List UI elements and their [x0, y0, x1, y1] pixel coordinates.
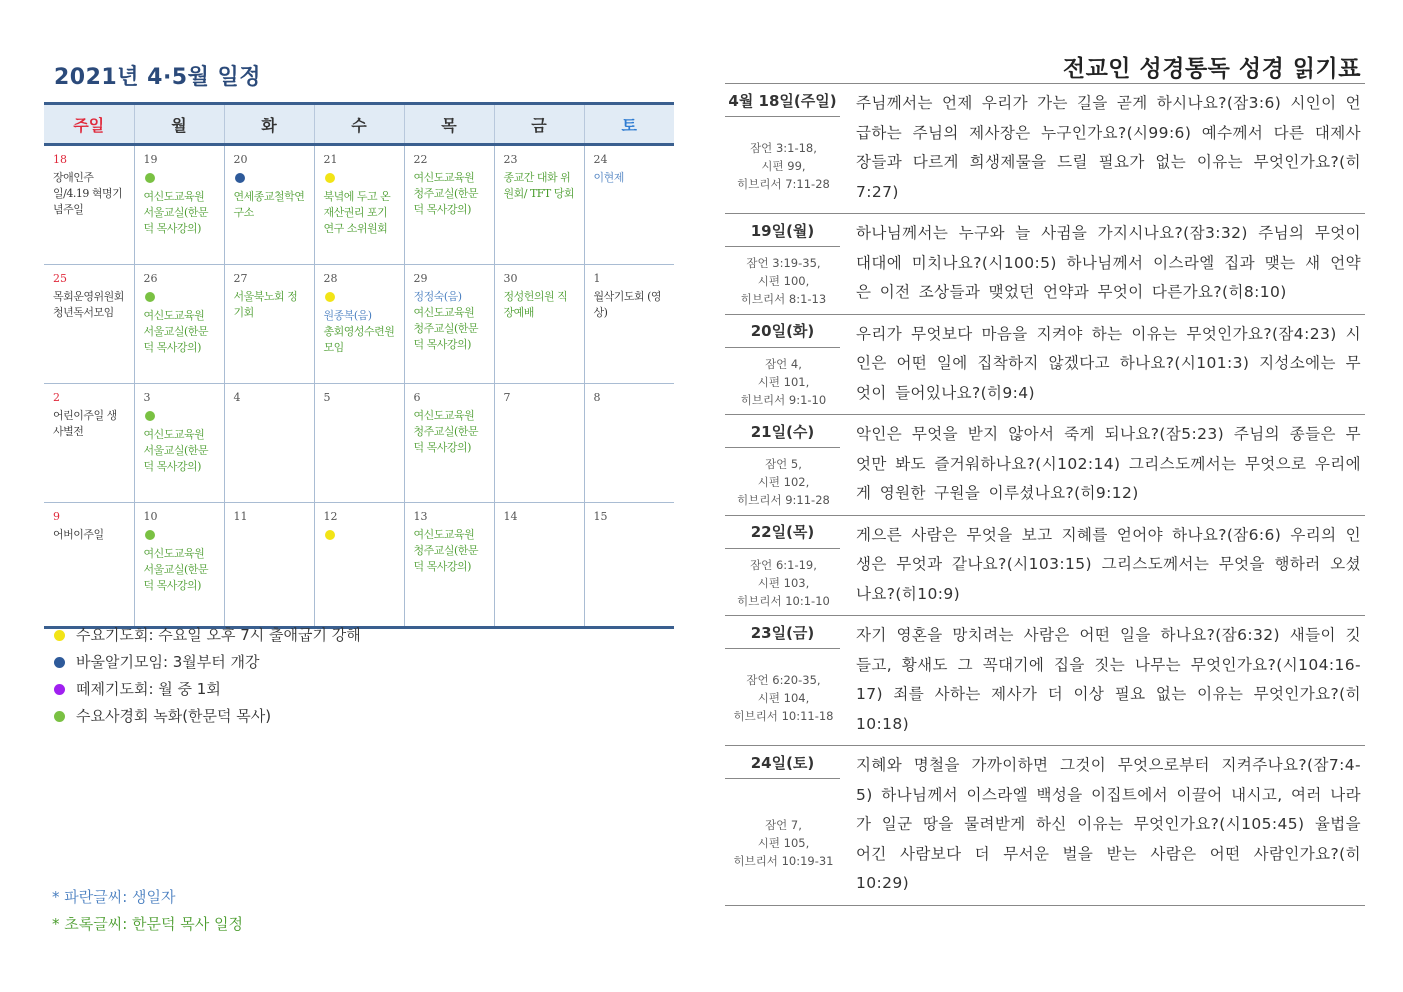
calendar-day-cell	[134, 265, 224, 384]
reading-entry	[725, 214, 1365, 315]
weekday-saturday: 토	[584, 104, 674, 145]
calendar-day-cell	[44, 503, 134, 628]
note-green-text: * 초록글씨: 한문덕 목사 일정	[52, 915, 244, 933]
yellow-dot-icon	[325, 530, 335, 540]
calendar-day-cell	[314, 265, 404, 384]
reading-ref: 시편 99,	[761, 159, 806, 173]
calendar-event: 이현제	[593, 171, 624, 184]
reading-entry	[725, 616, 1365, 746]
reading-day: 21일(수)	[725, 415, 840, 448]
reading-day: 19일(월)	[725, 214, 840, 247]
weekday-tuesday: 화	[224, 104, 314, 145]
reading-entry-left	[725, 616, 842, 745]
calendar-title: 2021년 4·5월 일정	[54, 65, 262, 90]
calendar-day-cell	[134, 384, 224, 503]
calendar-day-cell	[404, 503, 494, 628]
note-blue-text: * 파란글씨: 생일자	[52, 888, 176, 906]
reading-entry	[725, 516, 1365, 617]
navy-dot-icon	[235, 173, 245, 183]
calendar-event: 연세종교철학연구소	[233, 190, 305, 219]
reading-refs	[725, 549, 842, 616]
reading-question: 지혜와 명철을 가까이하면 그것이 무엇으로부터 지켜주나요?(잠7:4-5) 하나님께서 이스라엘 백성을 이집트에서 이끌어 내시고, 여러 나라가 일군 땅을 물려받게 하신 이유는 무엇인가요?(시105:45) 율법을 어긴 사람보다 더 무서운 벌을 받는 사람은 어떤 사람인가요?(히10:29)	[856, 756, 1361, 892]
calendar-event: 목회운영위원회 청년독서모임	[53, 290, 124, 319]
reading-refs	[725, 448, 842, 515]
reading-entry	[725, 315, 1365, 416]
calendar-day-cell	[584, 265, 674, 384]
reading-question: 주님께서는 언제 우리가 가는 길을 곧게 하시나요?(잠3:6) 시인이 언급하는 주님의 제사장은 누구인가요?(시99:6) 예수께서 다른 대제사장들과 다르게 희생제물을 드릴 필요가 없는 이유는 무엇인가요?(히7:27)	[856, 94, 1361, 201]
legend-dot-icon	[54, 630, 65, 641]
calendar-event: 여신도교육원 청주교실(한문덕 목사강의)	[413, 528, 479, 573]
calendar-day-cell	[404, 265, 494, 384]
day-number: 3	[143, 391, 151, 404]
day-number: 2	[53, 391, 60, 404]
reading-title: 전교인 성경통독 성경 읽기표	[1062, 56, 1361, 82]
reading-ref: 시편 104,	[757, 691, 810, 705]
calendar-day-cell	[224, 265, 314, 384]
calendar-event: 어버이주일	[53, 528, 104, 541]
reading-ref: 잠언 7,	[765, 817, 802, 832]
calendar-event: 여신도교육원 서울교실(한문덕 목사강의)	[143, 309, 209, 354]
calendar-event: 여신도교육원 청주교실(한문덕 목사강의)	[413, 409, 479, 454]
day-number: 18	[53, 153, 67, 166]
reading-question: 악인은 무엇을 받지 않아서 죽게 되나요?(잠5:23) 주님의 종들은 무엇만 봐도 즐거워하나요?(시102:14) 그리스도께서는 무엇으로 우리에게 영원한 구원을 이루셨나요?(히9:12)	[856, 425, 1361, 502]
reading-refs	[725, 779, 842, 905]
calendar-day-cell	[44, 145, 134, 265]
weekday-friday: 금	[494, 104, 584, 145]
calendar-day-cell	[584, 384, 674, 503]
day-number: 1	[593, 272, 601, 285]
calendar-day-cell	[494, 145, 584, 265]
day-number: 20	[233, 153, 248, 166]
legend-dot-icon	[54, 684, 65, 695]
reading-entry	[725, 84, 1365, 214]
reading-ref: 히브리서 10:11-18	[733, 709, 834, 723]
weekday-wednesday: 수	[314, 104, 404, 145]
reading-ref: 잠언 5,	[765, 457, 802, 472]
reading-ref: 잠언 6:1-19,	[750, 557, 817, 572]
day-number: 22	[413, 153, 428, 166]
day-number: 9	[53, 510, 60, 523]
calendar-event: 종교간 대화 위원회/ TFT 당회	[503, 171, 575, 200]
legend-dot-icon	[54, 657, 65, 668]
calendar-day-cell	[494, 384, 584, 503]
day-number: 12	[323, 510, 338, 523]
day-number: 27	[233, 272, 248, 285]
reading-ref: 시편 105,	[757, 835, 810, 850]
reading-entry-left	[725, 415, 842, 515]
calendar-event: 여신도교육원 청주교실(한문덕 목사강의)	[413, 171, 479, 216]
calendar-day-cell	[44, 265, 134, 384]
calendar-day-cell	[314, 145, 404, 265]
reading-ref: 히브리서 7:11-28	[737, 177, 830, 191]
calendar-event: 원종복(음)	[323, 309, 372, 322]
calendar-day-cell	[134, 503, 224, 628]
legend-label: 떼제기도회: 월 중 1회	[76, 680, 221, 698]
reading-ref: 시편 102,	[757, 475, 810, 490]
calendar	[44, 102, 674, 629]
calendar-day-cell	[224, 384, 314, 503]
reading-day: 24일(토)	[725, 746, 840, 779]
reading-day: 20일(화)	[725, 315, 840, 348]
day-number: 10	[143, 510, 158, 523]
legend-item	[54, 622, 361, 649]
reading-entry	[725, 746, 1365, 906]
calendar-event: 장애인주일/4.19 혁명기념주일	[53, 171, 123, 216]
weekday-sunday: 주일	[44, 104, 134, 145]
reading-ref: 시편 101,	[757, 374, 810, 389]
reading-ref: 히브리서 10:1-10	[737, 593, 830, 608]
calendar-day-cell	[494, 503, 584, 628]
day-number: 30	[503, 272, 518, 285]
legend-item	[54, 703, 361, 730]
reading-table	[725, 84, 1365, 906]
day-number: 29	[413, 272, 428, 285]
day-number: 11	[233, 510, 248, 523]
calendar-day-cell	[314, 384, 404, 503]
day-number: 7	[503, 391, 511, 404]
green-dot-icon	[145, 173, 155, 183]
green-dot-icon	[145, 530, 155, 540]
day-number: 15	[593, 510, 608, 523]
calendar-week-row	[44, 503, 674, 628]
reading-ref: 잠언 3:19-35,	[746, 256, 821, 271]
reading-ref: 히브리서 10:19-31	[733, 853, 834, 868]
reading-question: 자기 영혼을 망치려는 사람은 어떤 일을 하나요?(잠6:32) 새들이 깃들고, 황새도 그 꼭대기에 집을 짓는 나무는 무엇인가요?(시104:16-17) 죄를 사하는 제사가 더 이상 필요 없는 이유는 무엇인가요?(히10:18)	[856, 626, 1361, 733]
reading-entry-left	[725, 84, 842, 213]
reading-question: 하나님께서는 누구와 늘 사귐을 가지시나요?(잠3:32) 주님의 무엇이 대대에 미치나요?(시100:5) 하나님께서 이스라엘 집과 맺는 새 언약은 이전 조상들과 맺었던 언약과 무엇이 다른가요?(히8:10)	[856, 224, 1361, 301]
reading-day: 23일(금)	[725, 616, 840, 649]
calendar-event: 여신도교육원 서울교실(한문덕 목사강의)	[143, 547, 209, 592]
reading-entry-left	[725, 214, 842, 314]
calendar-event: 월삭기도회 (영상)	[593, 290, 662, 319]
day-number: 23	[503, 153, 518, 166]
reading-question: 게으른 사람은 무엇을 보고 지혜를 얻어야 하나요?(잠6:6) 우리의 인생은 무엇과 같나요?(시103:15) 그리스도께서는 무엇을 행하러 오셨나요?(히10:9)	[856, 525, 1361, 603]
reading-day: 4월 18일(주일)	[725, 84, 840, 117]
calendar-day-cell	[224, 503, 314, 628]
day-number: 14	[503, 510, 518, 523]
day-number: 5	[323, 391, 331, 404]
reading-entry	[725, 415, 1365, 516]
reading-day: 22일(목)	[725, 516, 840, 549]
yellow-dot-icon	[325, 173, 335, 183]
day-number: 21	[323, 153, 338, 166]
legend-label: 수요사경회 녹화(한문덕 목사)	[76, 707, 272, 725]
calendar-day-cell	[494, 265, 584, 384]
legend-label: 바울알기모임: 3월부터 개강	[76, 653, 260, 671]
reading-ref: 잠언 4,	[765, 356, 802, 371]
day-number: 6	[413, 391, 421, 404]
reading-refs	[725, 348, 842, 415]
reading-entry-left	[725, 746, 842, 905]
calendar-event: 여신도교육원 서울교실(한문덕 목사강의)	[143, 428, 209, 473]
reading-entry-left	[725, 516, 842, 616]
day-number: 28	[323, 272, 338, 285]
calendar-event: 여신도교육원 서울교실(한문덕 목사강의)	[143, 190, 209, 235]
day-number: 4	[233, 391, 241, 404]
reading-ref: 히브리서 9:11-28	[737, 493, 830, 508]
day-number: 26	[143, 272, 158, 285]
calendar-event: 북녘에 두고 온 재산권리 포기 연구 소위원회	[323, 190, 391, 235]
calendar-day-cell	[584, 503, 674, 628]
reading-refs	[725, 649, 842, 745]
calendar-day-cell	[404, 145, 494, 265]
color-notes	[52, 884, 243, 938]
day-number: 8	[593, 391, 601, 404]
calendar-day-cell	[44, 384, 134, 503]
weekday-thursday: 목	[404, 104, 494, 145]
legend-item	[54, 649, 361, 676]
green-dot-icon	[145, 411, 155, 421]
reading-ref: 히브리서 9:1-10	[740, 392, 827, 407]
weekday-header-row	[44, 104, 674, 145]
calendar-day-cell	[134, 145, 224, 265]
calendar-day-cell	[584, 145, 674, 265]
reading-entry-left	[725, 315, 842, 415]
calendar-event: 정정숙(음)	[413, 290, 462, 303]
reading-question: 우리가 무엇보다 마음을 지켜야 하는 이유는 무엇인가요?(잠4:23) 시인은 어떤 일에 집착하지 않겠다고 하나요?(시101:3) 지성소에는 무엇이 들어있나요?(히9:4)	[856, 324, 1361, 402]
day-number: 19	[143, 153, 158, 166]
legend-dot-icon	[54, 711, 65, 722]
reading-refs	[725, 117, 842, 213]
reading-ref: 잠언 3:1-18,	[750, 141, 817, 155]
weekday-monday: 월	[134, 104, 224, 145]
calendar-event: 총회영성수련원 모임	[323, 325, 395, 354]
legend	[54, 622, 361, 730]
yellow-dot-icon	[325, 292, 335, 302]
calendar-event: 정성헌의원 직장예배	[503, 290, 568, 319]
calendar-day-cell	[224, 145, 314, 265]
day-number: 25	[53, 272, 67, 285]
calendar-day-cell	[314, 503, 404, 628]
day-number: 24	[593, 153, 608, 166]
reading-ref: 시편 100,	[757, 274, 810, 289]
reading-refs	[725, 247, 842, 314]
calendar-event: 서울북노회 정기회	[233, 290, 298, 319]
reading-ref: 잠언 6:20-35,	[746, 673, 821, 687]
calendar-event: 어린이주일 생사별전	[53, 409, 117, 438]
calendar-event: 여신도교육원 청주교실(한문덕 목사강의)	[413, 306, 479, 351]
calendar-day-cell	[404, 384, 494, 503]
green-dot-icon	[145, 292, 155, 302]
day-number: 13	[413, 510, 428, 523]
reading-ref: 히브리서 8:1-13	[740, 292, 827, 307]
calendar-week-row	[44, 265, 674, 384]
calendar-week-row	[44, 145, 674, 265]
legend-label: 수요기도회: 수요일 오후 7시 출애굽기 강해	[76, 626, 361, 644]
legend-item	[54, 676, 361, 703]
calendar-week-row	[44, 384, 674, 503]
reading-ref: 시편 103,	[757, 575, 810, 590]
